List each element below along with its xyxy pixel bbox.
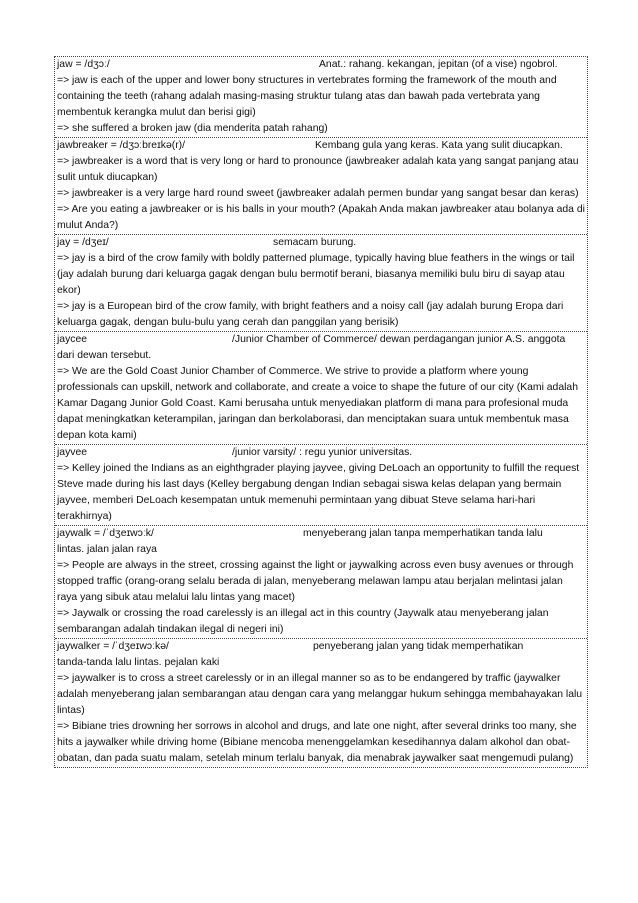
example-line: => Jaywalk or crossing the road carelessly is an illegal act in this country (Jaywalk atau menyeberang jalan sembarangan adalah tindakan ilegal di negeri ini): [57, 608, 549, 635]
headword: jayvee: [57, 447, 88, 458]
headword: jaycee: [57, 334, 88, 345]
entry-header: [57, 526, 585, 542]
definition: penyeberang jalan yang tidak memperhatikan: [313, 641, 524, 652]
headword: jawbreaker = /dʒɔːbreɪkə(r)/: [57, 140, 186, 151]
definition: menyeberang jalan tanpa memperhatikan tanda lalu: [303, 528, 543, 539]
entry-header: [57, 445, 585, 461]
entry-header: [57, 57, 585, 73]
entry-jawbreaker: [55, 138, 587, 235]
entry-header: [57, 332, 585, 348]
entry-jayvee: [55, 445, 587, 526]
example-line: => she suffered a broken jaw (dia menderita patah rahang): [57, 123, 328, 134]
headword: jaw = /dʒɔː/: [57, 59, 110, 70]
dictionary-page: [54, 56, 588, 768]
headword: jaywalker = /ˈdʒeɪwɔːkə/: [57, 641, 169, 652]
example-line: => jaw is each of the upper and lower bony structures in vertebrates forming the framework of the mouth and containing the teeth (rahang adalah masing-masing struktur tulang atas dan bawah pada vertebrata yang membentuk kerangka mulut dan berisi gigi): [57, 75, 557, 118]
definition-continuation: tanda-tanda lalu lintas. pejalan kaki: [57, 657, 220, 668]
example-line: => Bibiane tries drowning her sorrows in alcohol and drugs, and late one night, after several drinks too many, she hits a jaywalker while driving home (Bibiane mencoba menenggelamkan kesedihannya dalam alkohol dan obat-obatan, dan pada suatu malam, setelah minum terlalu banyak, dia menabrak jaywalker saat mengemudi pulang): [57, 721, 577, 764]
definition: Anat.: rahang. kekangan, jepitan (of a vise) ngobrol.: [319, 59, 558, 70]
example-line: => jawbreaker is a word that is very long or hard to pronounce (jawbreaker adalah kata yang sangat panjang atau sulit untuk diucapkan): [57, 156, 579, 183]
entry-header: [57, 138, 585, 154]
example-line: => People are always in the street, crossing against the light or jaywalking across even busy avenues or through stopped traffic (orang-orang selalu berada di jalan, menyeberang melawan lampu atau berjalan melintasi jalan raya yang sibuk atau melalui lalu lintas yang macet): [57, 560, 574, 603]
example-line: => Are you eating a jawbreaker or is his balls in your mouth? (Apakah Anda makan jawbreaker atau bolanya ada di mulut Anda?): [57, 204, 585, 231]
example-line: => Kelley joined the Indians as an eighthgrader playing jayvee, giving DeLoach an opportunity to fulfill the request Steve made during his last days (Kelley bergabung dengan Indian sebagai siswa kelas delapan yang bermain jayvee, memberi DeLoach kesempatan untuk memenuhi permintaan yang dibuat Steve selama hari-hari terakhirnya): [57, 463, 580, 522]
headword: jay = /dʒeɪ/: [57, 237, 109, 248]
definition-continuation: lintas. jalan jalan raya: [57, 544, 157, 555]
example-line: => jawbreaker is a very large hard round sweet (jawbreaker adalah permen bundar yang sangat besar dan keras): [57, 188, 579, 199]
example-line: => We are the Gold Coast Junior Chamber of Commerce. We strive to provide a platform where young professionals can upskill, network and collaborate, and create a voice to shape the future of our city (Kami adalah Kamar Dagang Junior Gold Coast. Kami berusaha untuk menyediakan platform di mana para profesional muda dapat meningkatkan keterampilan, jaringan dan berkolaborasi, dan menciptakan suara untuk membentuk masa depan kota kami): [57, 366, 578, 441]
definition-continuation: dari dewan tersebut.: [57, 350, 152, 361]
definition: /Junior Chamber of Commerce/ dewan perdagangan junior A.S. anggota: [232, 334, 566, 345]
entry-jaywalk: [55, 526, 587, 639]
entry-jaycee: [55, 332, 587, 445]
entry-jay: [55, 235, 587, 332]
definition: Kembang gula yang keras. Kata yang sulit diucapkan.: [315, 140, 563, 151]
example-line: => jay is a European bird of the crow family, with bright feathers and a noisy call (jay adalah burung Eropa dari keluarga gagak, dengan bulu-bulu yang cerah dan panggilan yang berisik): [57, 301, 564, 328]
example-line: => jaywalker is to cross a street carelessly or in an illegal manner so as to be endangered by traffic (jaywalker adalah menyeberang jalan sembarangan atau dengan cara yang melanggar hukum sehingga membahayakan lalu lintas): [57, 673, 583, 716]
example-line: => jay is a bird of the crow family with boldly patterned plumage, typically having blue feathers in the wings or tail (jay adalah burung dari keluarga gagak dengan bulu bermotif berani, biasanya memiliki bulu biru di sayap atau ekor): [57, 253, 575, 296]
entry-header: [57, 639, 585, 655]
entry-jaywalker: [55, 639, 587, 767]
definition: /junior varsity/ : regu yunior universitas.: [232, 447, 413, 458]
definition: semacam burung.: [273, 237, 357, 248]
headword: jaywalk = /ˈdʒeɪwɔːk/: [57, 528, 154, 539]
entry-jaw: [55, 57, 587, 138]
entry-header: [57, 235, 585, 251]
